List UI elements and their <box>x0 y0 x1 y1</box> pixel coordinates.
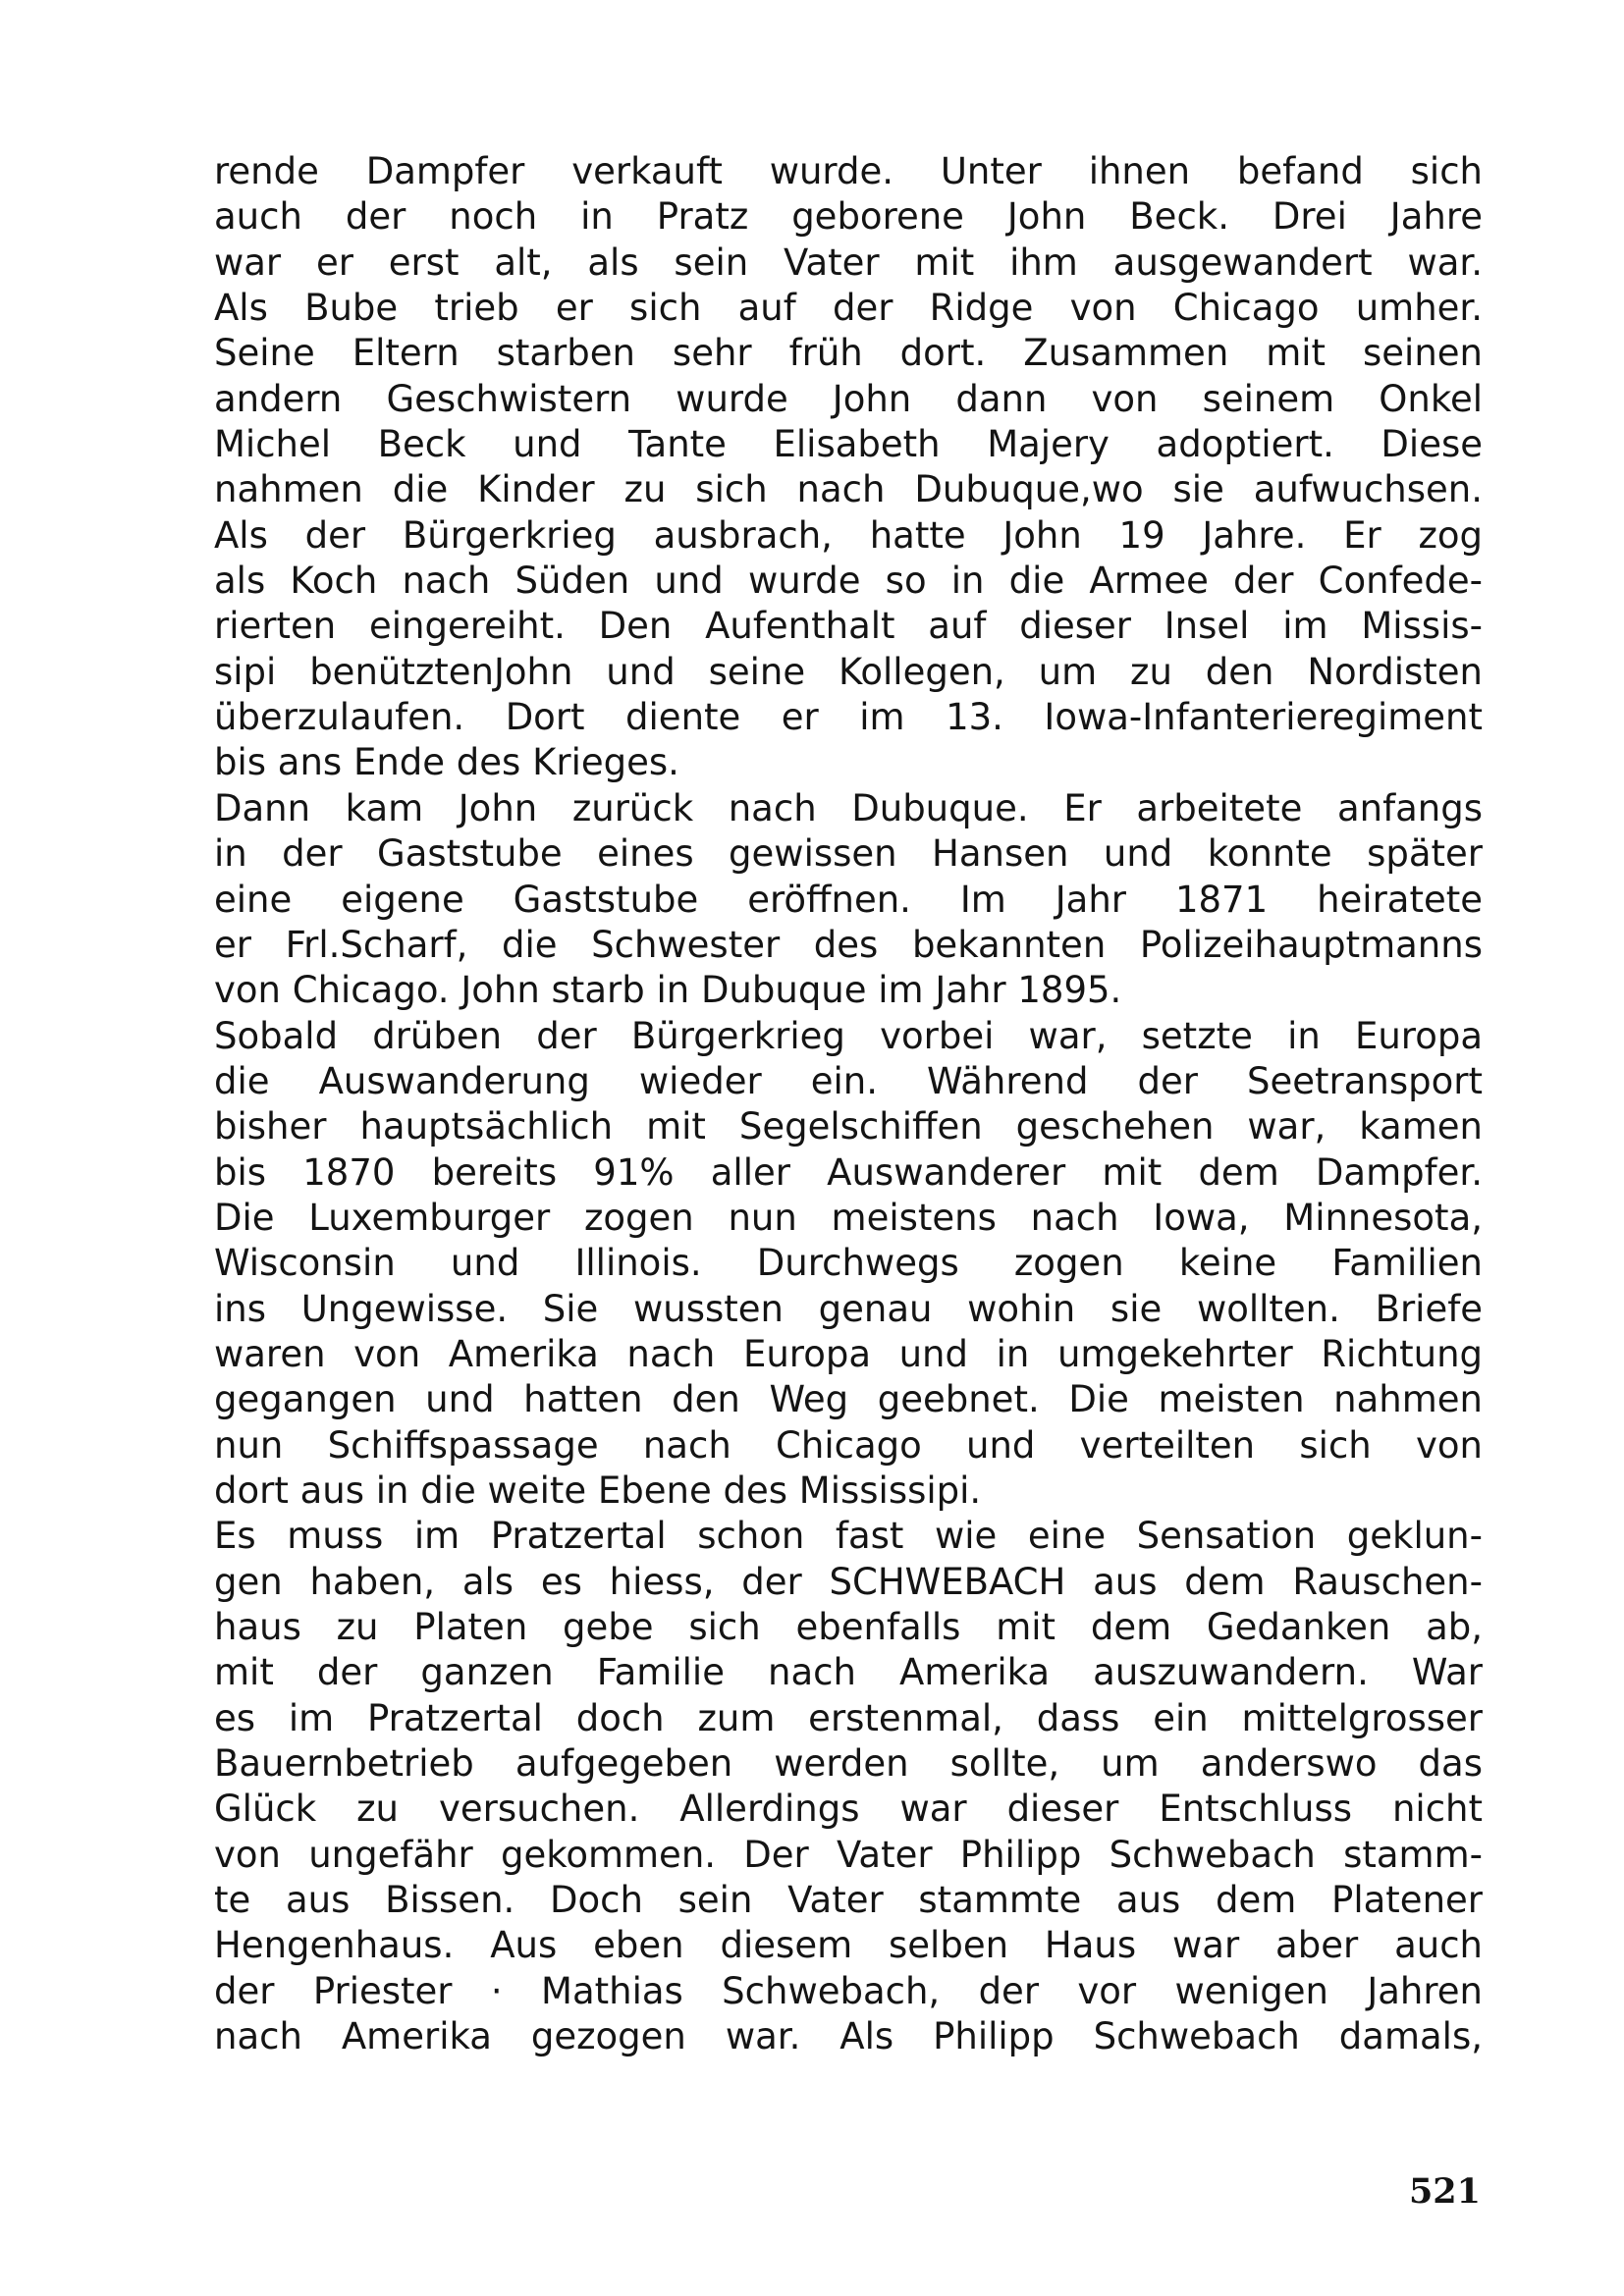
text-line: nahmen die Kinder zu sich nach Dubuque,wo sie aufwuchsen. <box>214 468 1483 511</box>
text-line: nach Amerika gezogen war. Als Philipp Schwebach damals, <box>214 2015 1483 2058</box>
text-line: Hengenhaus. Aus eben diesem selben Haus war aber auch <box>214 1924 1483 1967</box>
text-line: bisher hauptsächlich mit Segelschiffen geschehen war, kamen <box>214 1105 1483 1148</box>
text-line: bis 1870 bereits 91% aller Auswanderer mit dem Dampfer. <box>214 1150 1483 1194</box>
text-line: waren von Amerika nach Europa und in umgekehrter Richtung <box>214 1332 1483 1375</box>
text-line: von Chicago. John starb in Dubuque im Jahr 1895. <box>214 969 1122 1012</box>
text-line: in der Gaststube eines gewissen Hansen und konnte später <box>214 832 1483 876</box>
text-line: überzulaufen. Dort diente er im 13. Iowa-Infanterieregiment <box>214 696 1483 739</box>
text-line: es im Pratzertal doch zum erstenmal, dass ein mittelgrosser <box>214 1696 1483 1739</box>
text-line: nun Schiffspassage nach Chicago und verteilten sich von <box>214 1423 1483 1467</box>
text-line: auch der noch in Pratz geborene John Beck. Drei Jahre <box>214 195 1483 239</box>
text-line: die Auswanderung wieder ein. Während der Seetransport <box>214 1059 1483 1102</box>
text-line: eine eigene Gaststube eröffnen. Im Jahr 1871 heiratete <box>214 878 1483 921</box>
text-line: Als der Bürgerkrieg ausbrach, hatte John 19 Jahre. Er zog <box>214 513 1483 557</box>
body-text <box>214 149 1483 2059</box>
text-line: mit der ganzen Familie nach Amerika auszuwandern. War <box>214 1651 1483 1694</box>
text-line: rende Dampfer verkauft wurde. Unter ihnen befand sich <box>214 150 1483 192</box>
text-line: te aus Bissen. Doch sein Vater stammte aus dem Platener <box>214 1879 1483 1922</box>
text-line: war er erst alt, als sein Vater mit ihm ausgewandert war. <box>214 240 1483 284</box>
text-line: rierten eingereiht. Den Aufenthalt auf dieser Insel im Missis- <box>214 605 1483 648</box>
text-line: Die Luxemburger zogen nun meistens nach Iowa, Minnesota, <box>214 1196 1483 1239</box>
text-line: gen haben, als es hiess, der SCHWEBACH aus dem Rauschen- <box>214 1560 1483 1603</box>
text-line: Seine Eltern starben sehr früh dort. Zusammen mit seinen <box>214 332 1483 375</box>
text-line: Als Bube trieb er sich auf der Ridge von Chicago umher. <box>214 287 1483 330</box>
text-line: Bauernbetrieb aufgegeben werden sollte, um anderswo das <box>214 1742 1483 1786</box>
text-line: Wisconsin und Illinois. Durchwegs zogen keine Familien <box>214 1242 1483 1285</box>
text-line: Glück zu versuchen. Allerdings war dieser Entschluss nicht <box>214 1788 1483 1831</box>
page-number: 521 <box>1408 2171 1481 2212</box>
text-line: ins Ungewisse. Sie wussten genau wohin sie wollten. Briefe <box>214 1287 1483 1330</box>
text-line: von ungefähr gekommen. Der Vater Philipp Schwebach stamm- <box>214 1833 1483 1876</box>
text-line: Sobald drüben der Bürgerkrieg vorbei war, setzte in Europa <box>214 1014 1483 1057</box>
text-line: er Frl.Scharf, die Schwester des bekannten Polizeihauptmanns <box>214 923 1483 966</box>
text-line: Es muss im Pratzertal schon fast wie eine Sensation geklun- <box>214 1515 1483 1558</box>
text-line: haus zu Platen gebe sich ebenfalls mit dem Gedanken ab, <box>214 1606 1483 1648</box>
text-line: andern Geschwistern wurde John dann von seinem Onkel <box>214 377 1483 420</box>
text-line: bis ans Ende des Krieges. <box>214 741 679 784</box>
text-line: sipi benütztenJohn und seine Kollegen, um zu den Nordisten <box>214 650 1483 693</box>
text-line: dort aus in die weite Ebene des Mississipi. <box>214 1468 982 1512</box>
text-line: Dann kam John zurück nach Dubuque. Er arbeitete anfangs <box>214 786 1483 829</box>
text-line: Michel Beck und Tante Elisabeth Majery adoptiert. Diese <box>214 423 1483 466</box>
text-line: der Priester · Mathias Schwebach, der vor wenigen Jahren <box>214 1969 1483 2012</box>
text-line: als Koch nach Süden und wurde so in die Armee der Confede- <box>214 560 1483 603</box>
text-line: gegangen und hatten den Weg geebnet. Die meisten nahmen <box>214 1378 1483 1421</box>
